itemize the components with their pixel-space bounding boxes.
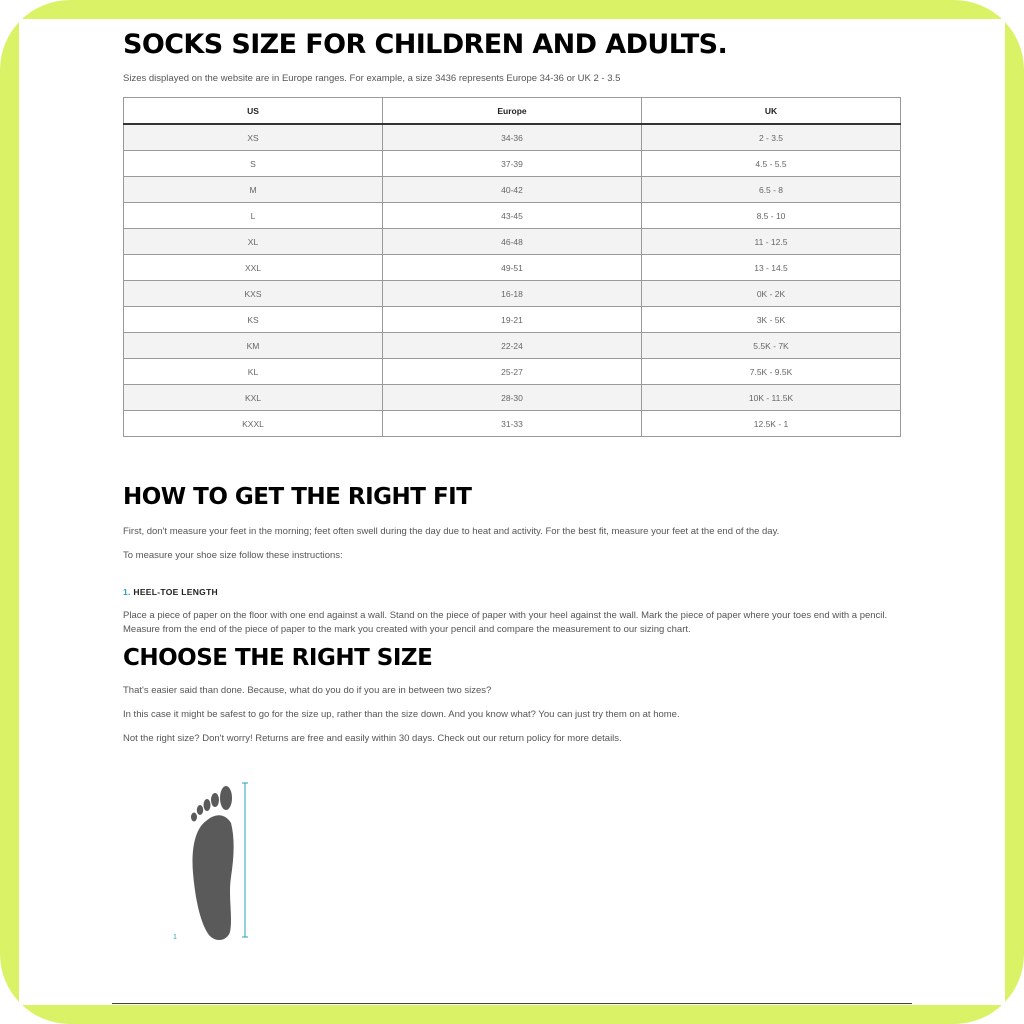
cell-europe: 16-18 [383, 281, 642, 307]
cell-uk: 12.5K - 1 [642, 411, 901, 437]
cell-uk: 8.5 - 10 [642, 203, 901, 229]
step-title: HEEL-TOE LENGTH [133, 587, 218, 597]
choose-heading: CHOOSE THE RIGHT SIZE [123, 645, 433, 671]
table-row [124, 255, 901, 281]
foot-sole-icon [193, 815, 234, 940]
content-panel [19, 19, 1005, 1005]
table-row [124, 411, 901, 437]
choose-paragraph-1: That's easier said than done. Because, what do you do if you are in between two sizes? [123, 685, 492, 696]
little-toe-icon [191, 813, 197, 822]
page-title: SOCKS SIZE FOR CHILDREN AND ADULTS. [123, 29, 728, 60]
intro-text: Sizes displayed on the website are in Europe ranges. For example, a size 3436 represents Europe 34-36 or UK 2 - 3.5 [123, 73, 621, 84]
table-row [124, 333, 901, 359]
step-instructions: Place a piece of paper on the floor with one end against a wall. Stand on the piece of paper with your heel against the wall. Mark the piece of paper where your toes end with a pencil. Measure from the end of the piece of paper to the mark you created with your pencil and compare the measurement to our sizing chart. [123, 610, 888, 635]
table-row [124, 385, 901, 411]
cell-europe: 25-27 [383, 359, 642, 385]
cell-uk: 0K - 2K [642, 281, 901, 307]
cell-europe: 19-21 [383, 307, 642, 333]
choose-paragraph-3: Not the right size? Don't worry! Returns are free and easily within 30 days. Check out our return policy for more details. [123, 733, 622, 744]
cell-us: KXS [124, 281, 383, 307]
column-header-europe: Europe [383, 98, 642, 125]
cell-us: KXXL [124, 411, 383, 437]
cell-uk: 2 - 3.5 [642, 124, 901, 151]
cell-uk: 10K - 11.5K [642, 385, 901, 411]
step-number: 1. [123, 587, 131, 597]
table-row [124, 203, 901, 229]
cell-uk: 7.5K - 9.5K [642, 359, 901, 385]
cell-us: KL [124, 359, 383, 385]
table-row [124, 124, 901, 151]
cell-uk: 6.5 - 8 [642, 177, 901, 203]
table-row [124, 177, 901, 203]
fit-paragraph-2: To measure your shoe size follow these instructions: [123, 550, 343, 561]
fit-paragraph-1: First, don't measure your feet in the morning; feet often swell during the day due to heat and activity. For the best fit, measure your feet at the end of the day. [123, 526, 780, 537]
cell-europe: 37-39 [383, 151, 642, 177]
cell-europe: 34-36 [383, 124, 642, 151]
cell-europe: 40-42 [383, 177, 642, 203]
cell-us: S [124, 151, 383, 177]
foot-measurement-figure [173, 777, 263, 947]
cell-europe: 31-33 [383, 411, 642, 437]
cell-europe: 46-48 [383, 229, 642, 255]
size-table [123, 97, 901, 437]
fourth-toe-icon [197, 805, 203, 815]
column-header-uk: UK [642, 98, 901, 125]
cell-europe: 43-45 [383, 203, 642, 229]
cell-us: KM [124, 333, 383, 359]
cell-uk: 3K - 5K [642, 307, 901, 333]
table-row [124, 151, 901, 177]
bottom-divider [112, 1003, 912, 1004]
cell-uk: 11 - 12.5 [642, 229, 901, 255]
cell-uk: 5.5K - 7K [642, 333, 901, 359]
table-row [124, 229, 901, 255]
cell-europe: 22-24 [383, 333, 642, 359]
cell-us: XL [124, 229, 383, 255]
third-toe-icon [204, 799, 211, 811]
cell-europe: 28-30 [383, 385, 642, 411]
cell-uk: 13 - 14.5 [642, 255, 901, 281]
cell-europe: 49-51 [383, 255, 642, 281]
table-row [124, 359, 901, 385]
fit-heading: HOW TO GET THE RIGHT FIT [123, 484, 472, 510]
cell-us: XS [124, 124, 383, 151]
big-toe-icon [220, 786, 232, 810]
cell-us: KS [124, 307, 383, 333]
table-row [124, 307, 901, 333]
column-header-us: US [124, 98, 383, 125]
figure-step-label: 1 [173, 934, 177, 941]
cell-us: KXL [124, 385, 383, 411]
cell-us: L [124, 203, 383, 229]
cell-us: M [124, 177, 383, 203]
cell-uk: 4.5 - 5.5 [642, 151, 901, 177]
step-heading [123, 587, 218, 597]
cell-us: XXL [124, 255, 383, 281]
second-toe-icon [211, 793, 219, 807]
size-table-header [124, 98, 901, 125]
table-row [124, 281, 901, 307]
choose-paragraph-2: In this case it might be safest to go for the size up, rather than the size down. And you know what? You can just try them on at home. [123, 709, 680, 720]
